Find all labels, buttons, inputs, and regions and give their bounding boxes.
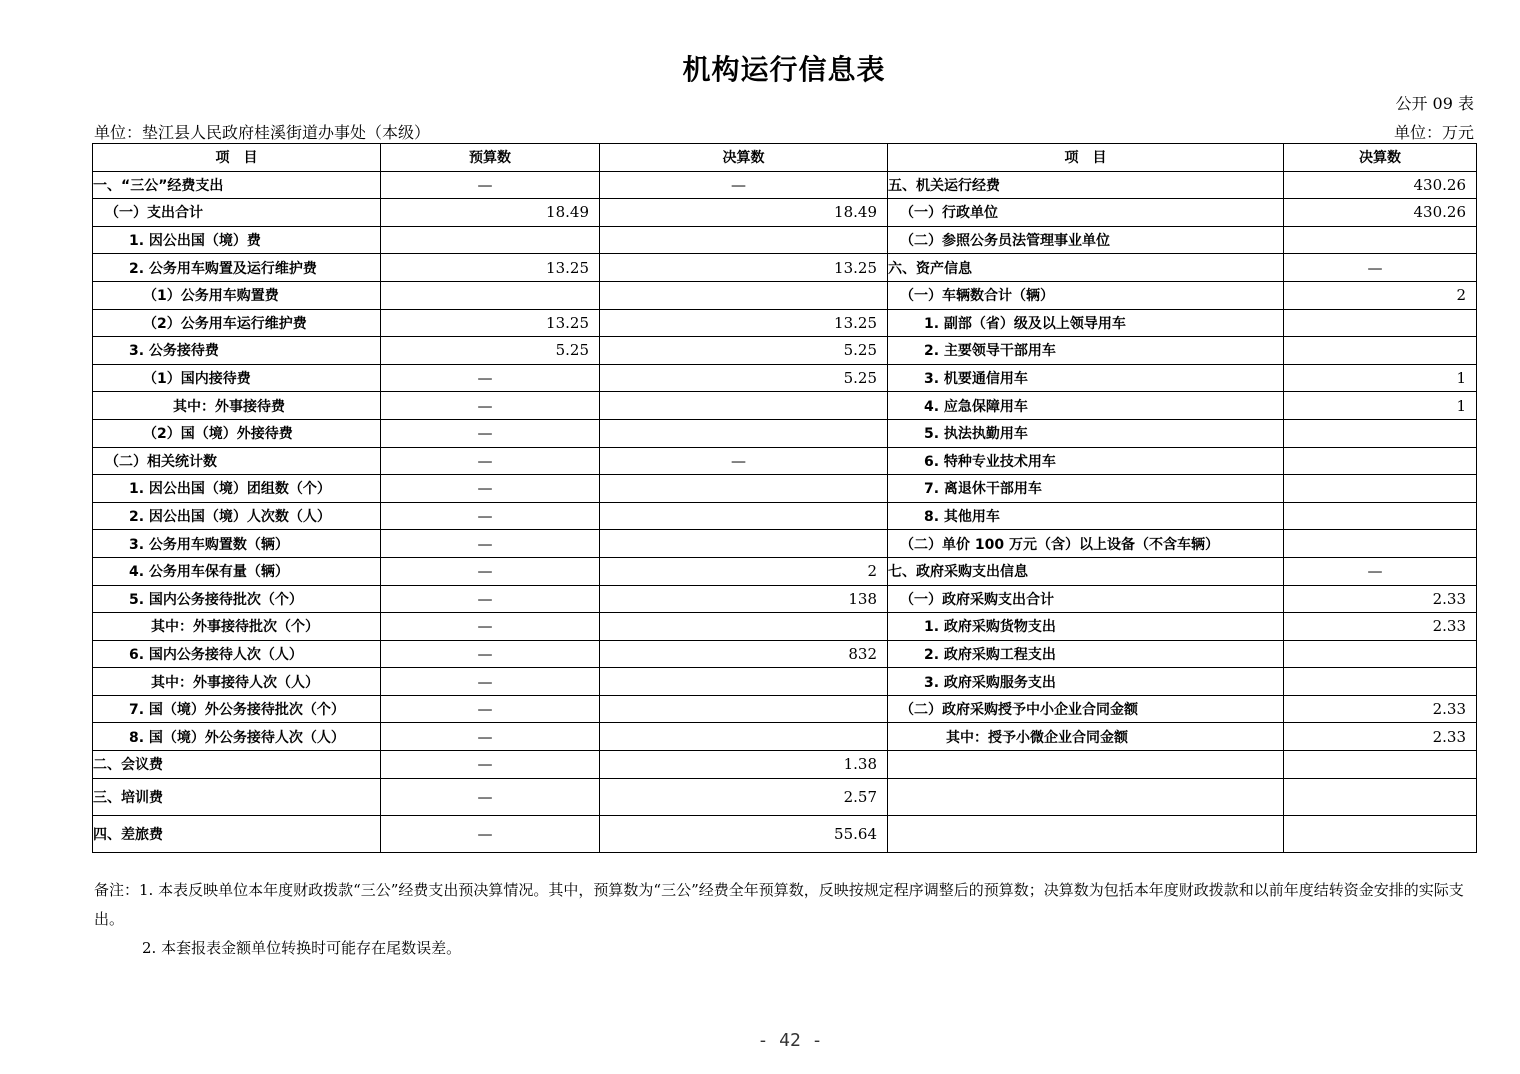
table-row [93, 171, 1477, 199]
header-item-right: 项 目 [888, 144, 1284, 172]
currency-unit: 单位：万元 [1393, 123, 1474, 142]
left-item-cell: 1. 因公出国（境）团组数（个） [93, 475, 381, 503]
right-item-cell: （二）单价 100 万元（含）以上设备（不含车辆） [888, 530, 1284, 558]
right-item-cell: （一）行政单位 [888, 199, 1284, 227]
final-left-cell: 5.25 [600, 364, 888, 392]
budget-cell: — [381, 751, 600, 779]
header-budget: 预算数 [381, 144, 600, 172]
final-right-cell [1284, 640, 1477, 668]
budget-cell: — [381, 502, 600, 530]
table-header-row [93, 144, 1477, 172]
right-item-cell: 七、政府采购支出信息 [888, 557, 1284, 585]
table-row [93, 226, 1477, 254]
final-left-cell: 13.25 [600, 309, 888, 337]
final-right-cell: 430.26 [1284, 171, 1477, 199]
right-item-cell: 1. 政府采购货物支出 [888, 613, 1284, 641]
table-row [93, 640, 1477, 668]
left-item-cell: 5. 国内公务接待批次（个） [93, 585, 381, 613]
final-right-cell [1284, 530, 1477, 558]
budget-cell: — [381, 171, 600, 199]
budget-cell: — [381, 815, 600, 852]
budget-cell [381, 226, 600, 254]
right-item-cell: （一）车辆数合计（辆） [888, 281, 1284, 309]
final-left-cell [600, 530, 888, 558]
budget-cell: — [381, 364, 600, 392]
header-final-right: 决算数 [1284, 144, 1477, 172]
final-right-cell: 2.33 [1284, 613, 1477, 641]
table-row [93, 751, 1477, 779]
final-left-cell [600, 613, 888, 641]
final-left-cell: 2.57 [600, 778, 888, 815]
budget-cell: — [381, 447, 600, 475]
final-right-cell: 2 [1284, 281, 1477, 309]
right-item-cell [888, 815, 1284, 852]
right-item-cell [888, 751, 1284, 779]
budget-cell [381, 281, 600, 309]
table-row [93, 199, 1477, 227]
operation-info-table [92, 143, 1477, 853]
table-row [93, 613, 1477, 641]
right-item-cell: 六、资产信息 [888, 254, 1284, 282]
table-row [93, 530, 1477, 558]
final-right-cell: 2.33 [1284, 585, 1477, 613]
final-left-cell: — [600, 171, 888, 199]
table-row [93, 419, 1477, 447]
final-right-cell [1284, 447, 1477, 475]
final-left-cell [600, 392, 888, 420]
page-title: 机构运行信息表 [682, 53, 886, 86]
table-row [93, 815, 1477, 852]
final-right-cell: 2.33 [1284, 723, 1477, 751]
left-item-cell: 7. 国（境）外公务接待批次（个） [93, 695, 381, 723]
final-right-cell [1284, 419, 1477, 447]
right-item-cell: （一）政府采购支出合计 [888, 585, 1284, 613]
final-right-cell [1284, 502, 1477, 530]
budget-cell: — [381, 530, 600, 558]
final-left-cell: 55.64 [600, 815, 888, 852]
budget-cell: — [381, 640, 600, 668]
table-row [93, 309, 1477, 337]
final-right-cell: — [1284, 254, 1477, 282]
right-item-cell [888, 778, 1284, 815]
budget-cell: — [381, 695, 600, 723]
final-right-cell: 2.33 [1284, 695, 1477, 723]
note-line-2: 2. 本套报表金额单位转换时可能存在尾数误差。 [142, 939, 462, 957]
left-item-cell: 一、“三公”经费支出 [93, 171, 381, 199]
left-item-cell: 2. 因公出国（境）人次数（人） [93, 502, 381, 530]
left-item-cell: 8. 国（境）外公务接待人次（人） [93, 723, 381, 751]
final-left-cell [600, 226, 888, 254]
notes [94, 876, 1480, 963]
budget-cell: — [381, 392, 600, 420]
final-left-cell [600, 668, 888, 696]
left-item-cell: （2）公务用车运行维护费 [93, 309, 381, 337]
final-left-cell: 1.38 [600, 751, 888, 779]
final-right-cell: 1 [1284, 392, 1477, 420]
budget-cell: 13.25 [381, 309, 600, 337]
left-item-cell: （1）公务用车购置费 [93, 281, 381, 309]
left-item-cell: 2. 公务用车购置及运行维护费 [93, 254, 381, 282]
table-row [93, 557, 1477, 585]
budget-cell: — [381, 613, 600, 641]
right-item-cell: （二）参照公务员法管理事业单位 [888, 226, 1284, 254]
budget-cell: 13.25 [381, 254, 600, 282]
left-item-cell: 3. 公务用车购置数（辆） [93, 530, 381, 558]
table-row [93, 502, 1477, 530]
final-right-cell: — [1284, 557, 1477, 585]
final-left-cell: 138 [600, 585, 888, 613]
right-item-cell: 1. 副部（省）级及以上领导用车 [888, 309, 1284, 337]
final-left-cell [600, 695, 888, 723]
budget-cell: — [381, 475, 600, 503]
table-row [93, 281, 1477, 309]
left-item-cell: 3. 公务接待费 [93, 337, 381, 365]
table-body [93, 171, 1477, 852]
table-row [93, 695, 1477, 723]
final-right-cell: 1 [1284, 364, 1477, 392]
right-item-cell: 7. 离退休干部用车 [888, 475, 1284, 503]
left-item-cell: 4. 公务用车保有量（辆） [93, 557, 381, 585]
table-row [93, 723, 1477, 751]
right-item-cell: 2. 政府采购工程支出 [888, 640, 1284, 668]
left-item-cell: 其中：外事接待批次（个） [93, 613, 381, 641]
left-item-cell: （二）相关统计数 [93, 447, 381, 475]
budget-cell: — [381, 557, 600, 585]
budget-cell: — [381, 778, 600, 815]
final-left-cell: 13.25 [600, 254, 888, 282]
left-item-cell: 三、培训费 [93, 778, 381, 815]
left-item-cell: 其中：外事接待费 [93, 392, 381, 420]
reporting-unit: 单位：垫江县人民政府桂溪街道办事处（本级） [94, 123, 431, 142]
budget-cell: — [381, 723, 600, 751]
left-item-cell: 四、差旅费 [93, 815, 381, 852]
final-right-cell [1284, 226, 1477, 254]
table-row [93, 254, 1477, 282]
final-right-cell [1284, 309, 1477, 337]
final-right-cell [1284, 337, 1477, 365]
left-item-cell: 1. 因公出国（境）费 [93, 226, 381, 254]
left-item-cell: （1）国内接待费 [93, 364, 381, 392]
right-item-cell: 五、机关运行经费 [888, 171, 1284, 199]
final-right-cell [1284, 475, 1477, 503]
left-item-cell: （一）支出合计 [93, 199, 381, 227]
right-item-cell: 3. 政府采购服务支出 [888, 668, 1284, 696]
right-item-cell: 6. 特种专业技术用车 [888, 447, 1284, 475]
table-row [93, 447, 1477, 475]
right-item-cell: 5. 执法执勤用车 [888, 419, 1284, 447]
table-row [93, 585, 1477, 613]
right-item-cell: 其中：授予小微企业合同金额 [888, 723, 1284, 751]
table-row [93, 778, 1477, 815]
header-item-left: 项 目 [93, 144, 381, 172]
final-right-cell [1284, 815, 1477, 852]
final-left-cell: — [600, 447, 888, 475]
final-left-cell [600, 723, 888, 751]
budget-cell: — [381, 585, 600, 613]
final-right-cell [1284, 668, 1477, 696]
right-item-cell: 2. 主要领导干部用车 [888, 337, 1284, 365]
final-left-cell [600, 502, 888, 530]
left-item-cell: （2）国（境）外接待费 [93, 419, 381, 447]
final-left-cell [600, 475, 888, 503]
final-left-cell [600, 281, 888, 309]
budget-cell: 18.49 [381, 199, 600, 227]
note-line-1: 备注：1. 本表反映单位本年度财政拨款“三公”经费支出预决算情况。其中，预算数为“三公”经费全年预算数，反映按规定程序调整后的预算数；决算数为包括本年度财政拨款和以前年度结转资金安排的实际支出。 [94, 881, 1464, 928]
right-item-cell: （二）政府采购授予中小企业合同金额 [888, 695, 1284, 723]
table-row [93, 364, 1477, 392]
table-row [93, 668, 1477, 696]
right-item-cell: 4. 应急保障用车 [888, 392, 1284, 420]
final-left-cell: 18.49 [600, 199, 888, 227]
table-row [93, 337, 1477, 365]
table-row [93, 475, 1477, 503]
budget-cell: — [381, 419, 600, 447]
left-item-cell: 二、会议费 [93, 751, 381, 779]
page-number: - 42 - [757, 1030, 823, 1051]
budget-cell: — [381, 668, 600, 696]
final-right-cell [1284, 751, 1477, 779]
budget-cell: 5.25 [381, 337, 600, 365]
final-right-cell [1284, 778, 1477, 815]
left-item-cell: 其中：外事接待人次（人） [93, 668, 381, 696]
final-left-cell: 832 [600, 640, 888, 668]
table-row [93, 392, 1477, 420]
final-left-cell: 2 [600, 557, 888, 585]
right-item-cell: 8. 其他用车 [888, 502, 1284, 530]
header-final-left: 决算数 [600, 144, 888, 172]
left-item-cell: 6. 国内公务接待人次（人） [93, 640, 381, 668]
form-number: 公开 09 表 [1395, 94, 1474, 113]
final-left-cell: 5.25 [600, 337, 888, 365]
final-right-cell: 430.26 [1284, 199, 1477, 227]
final-left-cell [600, 419, 888, 447]
right-item-cell: 3. 机要通信用车 [888, 364, 1284, 392]
